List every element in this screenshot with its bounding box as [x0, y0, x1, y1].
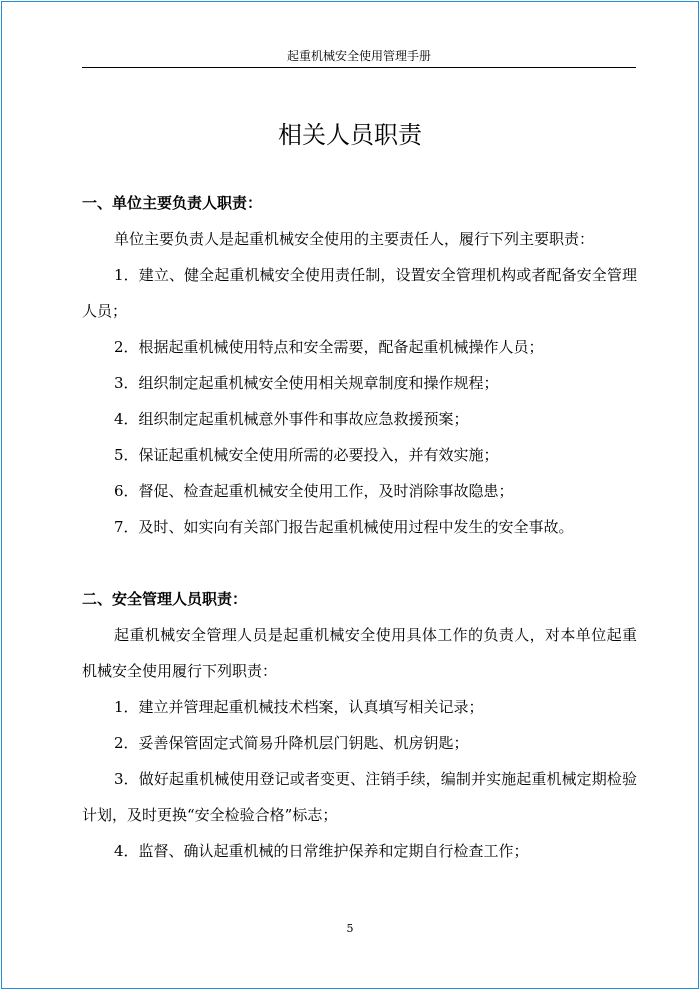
- document-body: [82, 185, 637, 869]
- list-item: 2．妥善保管固定式简易升降机层门钥匙、机房钥匙；: [114, 734, 469, 752]
- page-number: 5: [346, 922, 354, 935]
- list-item: 4．组织制定起重机械意外事件和事故应急救援预案；: [114, 410, 469, 428]
- list-item: 1．建立、健全起重机械安全使用责任制，设置安全管理机构或者配备安全管理人员；: [82, 266, 637, 320]
- list-item: 4．监督、确认起重机械的日常维护保养和定期自行检查工作；: [114, 842, 529, 860]
- section-2: [82, 581, 637, 869]
- list-item: 3．做好起重机械使用登记或者变更、注销手续，编制并实施起重机械定期检验计划，及时更换“安全检验合格”标志；: [82, 770, 637, 824]
- paragraph: 单位主要负责人是起重机械安全使用的主要责任人，履行下列主要职责：: [114, 230, 595, 248]
- paragraph: 起重机械安全管理人员是起重机械安全使用具体工作的负责人，对本单位起重机械安全使用履行下列职责：: [82, 626, 637, 680]
- section-heading: 一、单位主要负责人职责：: [82, 194, 263, 212]
- section-1: [82, 185, 637, 545]
- running-header: 起重机械安全使用管理手册: [286, 49, 431, 63]
- section-spacer: [82, 545, 637, 581]
- list-item: 7．及时、如实向有关部门报告起重机械使用过程中发生的安全事故。: [114, 518, 574, 536]
- header-rule: [82, 67, 636, 68]
- list-item: 3．组织制定起重机械安全使用相关规章制度和操作规程；: [114, 374, 499, 392]
- list-item: 6．督促、检查起重机械安全使用工作，及时消除事故隐患；: [114, 482, 514, 500]
- list-item: 1．建立并管理起重机械技术档案，认真填写相关记录；: [114, 698, 484, 716]
- list-item: 2．根据起重机械使用特点和安全需要，配备起重机械操作人员；: [114, 338, 544, 356]
- page-title: 相关人员职责: [278, 121, 422, 149]
- section-heading: 二、安全管理人员职责：: [82, 590, 248, 608]
- list-item: 5．保证起重机械安全使用所需的必要投入，并有效实施；: [114, 446, 499, 464]
